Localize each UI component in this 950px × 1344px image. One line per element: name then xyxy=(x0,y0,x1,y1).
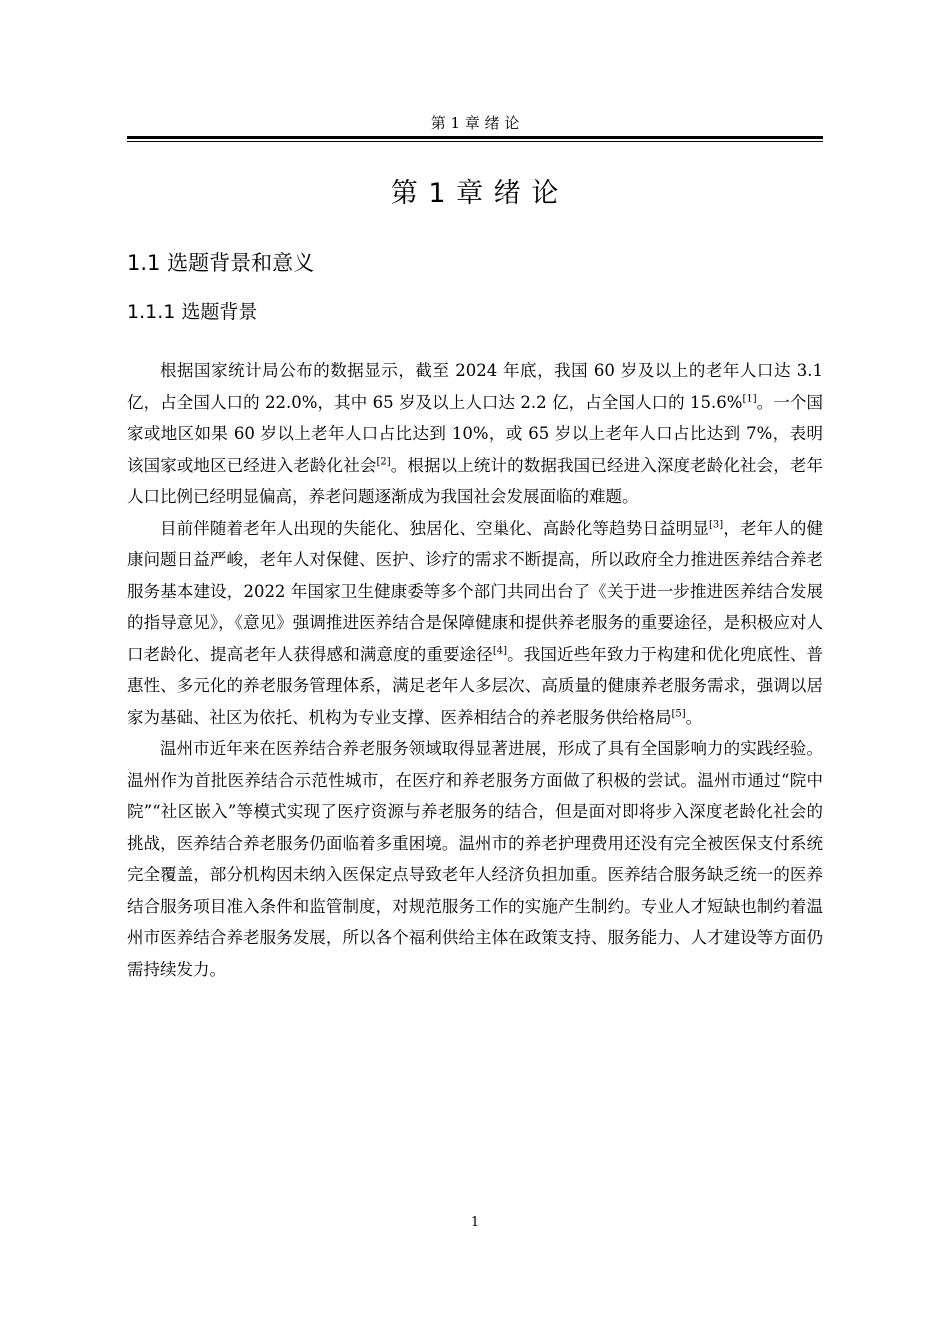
paragraph-1-text-1: 根据国家统计局公布的数据显示，截至 2024 年底，我国 60 岁及以上的老年人口达 3.1 亿，占全国人口的 22.0%，其中 65 岁及以上人口达 2.2 亿，占全国人口的 15.6% xyxy=(127,361,823,412)
paragraph-1-text-2: 。一个国家或地区如果 60 岁以上老年人口占比达到 10%，或 65 岁以上老年人口占比达到 7%，表明该国家或地区已经进入老龄化社会 xyxy=(127,392,823,475)
paragraph-1 xyxy=(127,355,823,513)
citation-1: [1] xyxy=(742,393,757,404)
citation-4: [4] xyxy=(492,645,508,656)
header-rule-thick xyxy=(127,136,823,139)
paragraph-2 xyxy=(127,513,823,734)
paragraph-2-text-2: ，老年人的健康问题日益严峻，老年人对保健、医护、诊疗的需求不断提高，所以政府全力推进医养结合养老服务基本建设，2022 年国家卫生健康委等多个部门共同出台了《关于进一步推进医养结合发展的指导意见》，《意见》强调推进医养结合是保障健康和提供养老服务的重要途径，是积极应对人口老龄化、提高老年人获得感和满意度的重要途径 xyxy=(127,518,824,664)
paragraph-2-text-1: 目前伴随着老年人出现的失能化、独居化、空巢化、高龄化等趋势日益明显 xyxy=(160,518,710,538)
page-number: 1 xyxy=(470,1215,480,1230)
body-text xyxy=(127,355,823,985)
paragraph-2-text-3: 。我国近些年致力于构建和优化兜底性、普惠性、多元化的养老服务管理体系，满足老年人多层次、高质量的健康养老服务需求，强调以居家为基础、社区为依托、机构为专业支撑、医养相结合的养老服务供给格局 xyxy=(127,644,824,727)
running-header: 第 1 章 绪 论 xyxy=(430,114,520,132)
paragraph-3-text-1: 温州市近年来在医养结合养老服务领域取得显著进展，形成了具有全国影响力的实践经验。温州作为首批医养结合示范性城市，在医疗和养老服务方面做了积极的尝试。温州市通过“院中院”“社区嵌入”等模式实现了医疗资源与养老服务的结合，但是面对即将步入深度老龄化社会的挑战，医养结合养老服务仍面临着多重困境。温州市的养老护理费用还没有完全被医保支付系统完全覆盖，部分机构因未纳入医保定点导致老年人经济负担加重。医养结合服务缺乏统一的医养结合服务项目准入条件和监管制度，对规范服务工作的实施产生制约。专业人才短缺也制约着温州市医养结合养老服务发展，所以各个福利供给主体在政策支持、服务能力、人才建设等方面仍需持续发力。 xyxy=(127,739,823,979)
section-heading: 1.1 选题背景和意义 xyxy=(127,251,315,275)
paragraph-2-text-4: 。 xyxy=(685,707,703,727)
citation-3: [3] xyxy=(709,519,724,530)
subsection-heading: 1.1.1 选题背景 xyxy=(127,301,258,323)
paragraph-3 xyxy=(127,733,823,985)
chapter-title: 第 1 章 绪 论 xyxy=(390,178,560,209)
header-rule-thin xyxy=(127,141,823,142)
paragraph-1-text-3: 。根据以上统计的数据我国已经进入深度老龄化社会，老年人口比例已经明显偏高，养老问题逐渐成为我国社会发展面临的难题。 xyxy=(127,455,824,506)
citation-5: [5] xyxy=(671,708,686,719)
citation-2: [2] xyxy=(376,456,391,467)
